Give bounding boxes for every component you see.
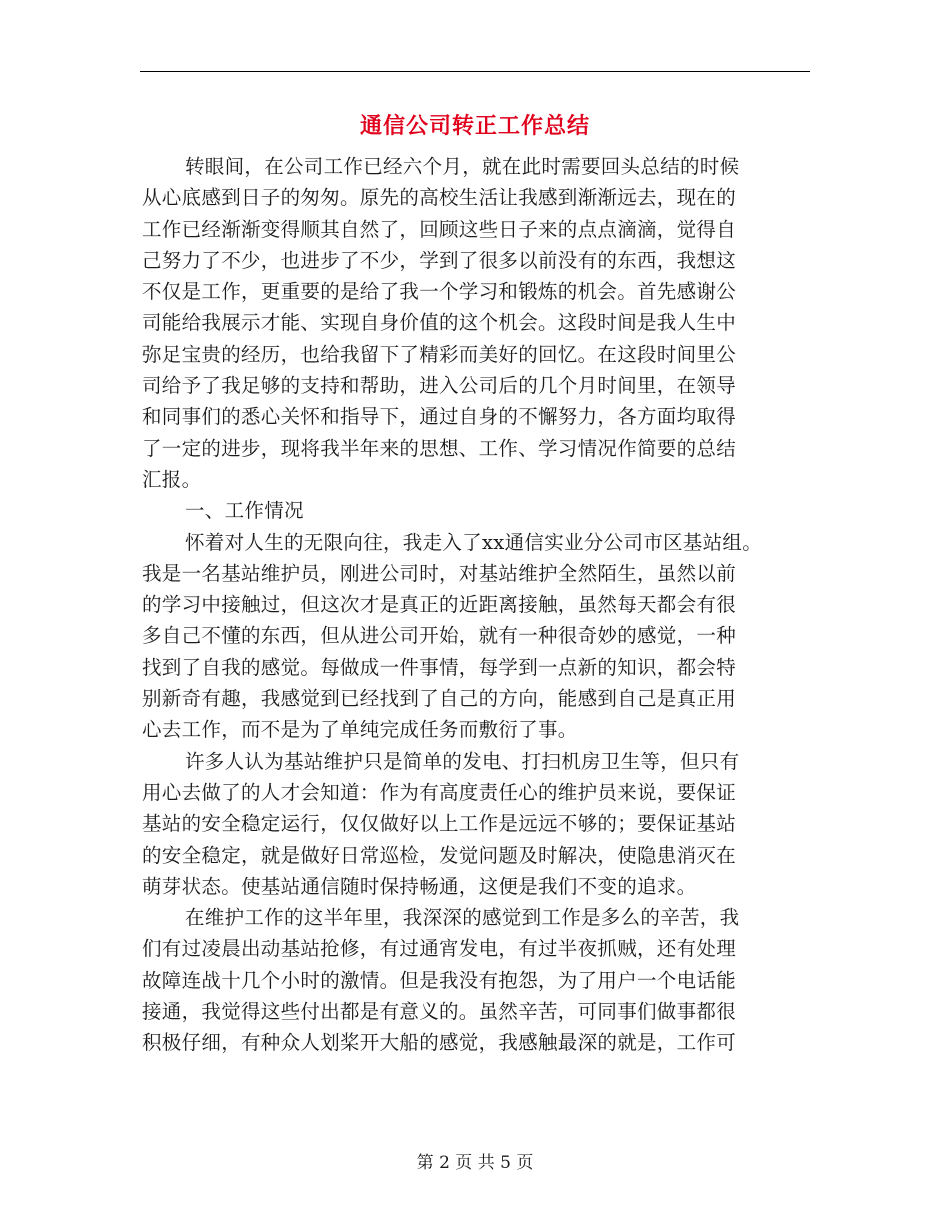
body-line: 转眼间，在公司工作已经六个月，就在此时需要回头总结的时候 bbox=[185, 155, 740, 178]
document-title: 通信公司转正工作总结 bbox=[359, 113, 590, 139]
body-line: 司给予了我足够的支持和帮助，进入公司后的几个月时间里，在领导 bbox=[142, 374, 737, 398]
body-line: 找到了自我的感觉。每做成一件事情，每学到一点新的知识，都会特 bbox=[142, 655, 737, 679]
body-line: 和同事们的悉心关怀和指导下，通过自身的不懈努力，各方面均取得 bbox=[142, 405, 737, 429]
body-line: 故障连战十几个小时的激情。但是我没有抱怨，为了用户一个电话能 bbox=[142, 968, 737, 992]
section-heading: 一、工作情况 bbox=[185, 499, 304, 523]
document-body bbox=[142, 151, 822, 1059]
body-line: 积极仔细，有种众人划桨开大船的感觉，我感触最深的就是，工作可 bbox=[142, 1031, 737, 1055]
body-line: 萌芽状态。使基站通信随时保持畅通，这便是我们不变的追求。 bbox=[142, 874, 697, 898]
body-line: 从心底感到日子的匆匆。原先的高校生活让我感到渐渐远去，现在的 bbox=[142, 186, 737, 210]
body-line: 弥足宝贵的经历，也给我留下了精彩而美好的回忆。在这段时间里公 bbox=[142, 342, 737, 366]
body-line: 们有过凌晨出动基站抢修，有过通宵发电，有过半夜抓贼，还有处理 bbox=[142, 937, 737, 961]
body-line: 在维护工作的这半年里，我深深的感觉到工作是多么的辛苦，我 bbox=[185, 906, 740, 930]
body-line: 心去工作，而不是为了单纯完成任务而敷衍了事。 bbox=[142, 718, 578, 742]
body-line: 的学习中接触过，但这次才是真正的近距离接触，虽然每天都会有很 bbox=[142, 593, 737, 617]
body-line: 基站的安全稳定运行，仅仅做好以上工作是远远不够的；要保证基站 bbox=[142, 812, 737, 836]
body-line: 了一定的进步，现将我半年来的思想、工作、学习情况作简要的总结 bbox=[142, 436, 737, 460]
body-line: 工作已经渐渐变得顺其自然了，回顾这些日子来的点点滴滴，觉得自 bbox=[142, 217, 737, 241]
body-line: 用心去做了的人才会知道：作为有高度责任心的维护员来说，要保证 bbox=[142, 780, 737, 804]
body-line: 别新奇有趣，我感觉到已经找到了自己的方向，能感到自己是真正用 bbox=[142, 687, 737, 711]
body-line: 我是一名基站维护员，刚进公司时，对基站维护全然陌生，虽然以前 bbox=[142, 561, 737, 585]
body-line: 多自己不懂的东西，但从进公司开始，就有一种很奇妙的感觉，一种 bbox=[142, 624, 737, 648]
page-number-footer: 第 2 页 共 5 页 bbox=[416, 1153, 534, 1173]
body-line: 怀着对人生的无限向往，我走入了xx通信实业分公司市区基站组。 bbox=[185, 530, 762, 554]
body-line: 许多人认为基站维护只是简单的发电、打扫机房卫生等，但只有 bbox=[185, 749, 740, 773]
body-line: 汇报。 bbox=[142, 467, 202, 491]
body-line: 不仅是工作，更重要的是给了我一个学习和锻炼的机会。首先感谢公 bbox=[142, 280, 737, 304]
header-rule bbox=[140, 71, 810, 72]
body-line: 的安全稳定，就是做好日常巡检，发觉问题及时解决，使隐患消灭在 bbox=[142, 843, 737, 867]
body-line: 己努力了不少，也进步了不少，学到了很多以前没有的东西，我想这 bbox=[142, 248, 737, 272]
body-line: 接通，我觉得这些付出都是有意义的。虽然辛苦，可同事们做事都很 bbox=[142, 1000, 737, 1024]
body-line: 司能给我展示才能、实现自身价值的这个机会。这段时间是我人生中 bbox=[142, 311, 737, 335]
